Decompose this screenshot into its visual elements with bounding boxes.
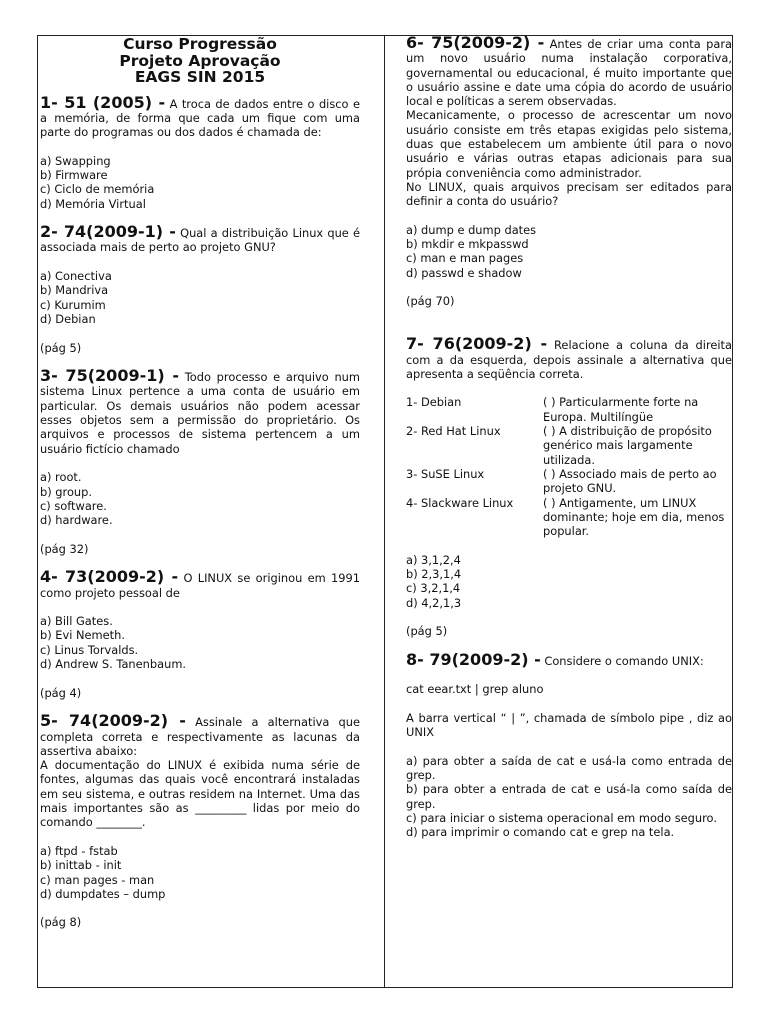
question-2-option-d: d) Debian xyxy=(40,311,96,326)
question-7 xyxy=(406,334,733,639)
question-1-option-a: a) Swapping xyxy=(40,153,111,168)
question-5-option-b: b) inittab - init xyxy=(40,858,122,873)
left-column xyxy=(37,36,363,930)
question-4-head: 4- 73(2009-2) - xyxy=(40,567,179,587)
question-3-option-d: d) hardware. xyxy=(40,513,113,528)
question-4-option-d: d) Andrew S. Tanenbaum. xyxy=(40,657,187,672)
question-6-option-c: c) man e man pages xyxy=(406,251,524,266)
question-7-head: 7- 76(2009-2) - xyxy=(406,334,548,354)
question-5-option-c: c) man pages - man xyxy=(40,872,155,887)
question-1-head: 1- 51 (2005) - xyxy=(40,92,166,112)
association-left-4: 4- Slackware Linux xyxy=(406,495,514,510)
question-3-option-b: b) group. xyxy=(40,484,92,499)
association-right-2: ( ) A distribuição de propósito genérico mais largamente utilizada. xyxy=(543,424,712,467)
question-8-option-a: a) para obter a saída de cat e usá-la como entrada de grep. xyxy=(406,753,732,783)
question-5-option-a: a) ftpd - fstab xyxy=(40,843,118,858)
question-3-text: Todo processo e arquivo num sistema Linux pertence a uma conta de usuário em particular. Os demais usuários não podem acessar esses objetos sem a permissão do proprietário. Os arquivos e processos de sistema pertencem a um usuário fictício chamado xyxy=(40,370,360,456)
question-8 xyxy=(406,649,732,840)
association-row xyxy=(406,395,732,424)
question-8-option-c: c) para iniciar o sistema operacional em modo seguro. xyxy=(406,811,717,826)
question-2-head: 2- 74(2009-1) - xyxy=(40,222,176,242)
question-2-option-b: b) Mandriva xyxy=(40,283,109,298)
question-3-option-a: a) root. xyxy=(40,470,82,485)
column-divider xyxy=(384,35,385,988)
question-7-text: Relacione a coluna da direita com a da esquerda, depois assinale a alternativa que apresenta a seqüência correta. xyxy=(406,338,733,381)
question-6-page-ref: (pág 70) xyxy=(406,294,455,309)
question-8-text-3: A barra vertical “ | ”, chamada de símbolo pipe , diz ao UNIX xyxy=(406,710,732,740)
question-6-option-d: d) passwd e shadow xyxy=(406,265,522,280)
question-7-option-a: a) 3,1,2,4 xyxy=(406,552,461,567)
question-2-page-ref: (pág 5) xyxy=(40,340,82,355)
association-left-3: 3- SuSE Linux xyxy=(406,466,485,481)
question-3-head: 3- 75(2009-1) - xyxy=(40,366,179,386)
question-7-page-ref: (pág 5) xyxy=(406,624,448,639)
question-2 xyxy=(40,222,361,355)
question-4-option-b: b) Evi Nemeth. xyxy=(40,628,125,643)
question-2-text: Qual a distribuição Linux que é associada mais de perto ao projeto GNU? xyxy=(40,226,361,255)
question-7-option-b: b) 2,3,1,4 xyxy=(406,566,462,581)
document-header xyxy=(37,36,363,86)
question-6-head: 6- 75(2009-2) - xyxy=(406,33,545,52)
question-7-option-c: c) 3,2,1,4 xyxy=(406,581,461,596)
question-1-option-c: c) Ciclo de memória xyxy=(40,182,155,197)
association-left-1: 1- Debian xyxy=(406,395,462,410)
question-2-option-a: a) Conectiva xyxy=(40,269,112,284)
question-6-option-a: a) dump e dump dates xyxy=(406,222,537,237)
association-row xyxy=(406,424,732,467)
association-left-2: 2- Red Hat Linux xyxy=(406,424,501,439)
question-6-text: Antes de criar uma conta para um novo usuário numa instalação corporativa, governamental ou educacional, é muito importante que o usuário assine e date uma cópia do acordo de usuário local e políticas a serem observadas. xyxy=(406,37,733,109)
question-6-option-b: b) mkdir e mkpasswd xyxy=(406,237,529,252)
question-5-option-d: d) dumpdates – dump xyxy=(40,886,166,901)
question-3 xyxy=(40,366,360,556)
question-1-option-d: d) Memória Virtual xyxy=(40,196,146,211)
association-right-3: ( ) Associado mais de perto ao projeto GNU. xyxy=(543,466,717,496)
question-1-option-b: b) Firmware xyxy=(40,167,108,182)
question-5-text: Assinale a alternativa que completa correta e respectivamente as lacunas da assertiva abaixo: xyxy=(40,715,360,758)
association-table xyxy=(406,395,732,538)
question-4-page-ref: (pág 4) xyxy=(40,685,82,700)
question-8-option-b: b) para obter a entrada de cat e usá-la como saída de grep. xyxy=(406,782,732,811)
header-line-1: Curso Progressão xyxy=(123,35,277,53)
question-7-option-d: d) 4,2,1,3 xyxy=(406,595,462,610)
association-right-1: ( ) Particularmente forte na Europa. Multilíngüe xyxy=(543,395,699,424)
question-4-text: O LINUX se originou em 1991 como projeto pessoal de xyxy=(40,571,360,600)
association-row xyxy=(406,467,732,496)
question-4-option-c: c) Linus Torvalds. xyxy=(40,642,139,657)
header-line-2: Projeto Aprovação xyxy=(119,51,281,70)
question-6-text-2: Mecanicamente, o processo de acrescentar um novo usuário consiste em três etapas exigidas pelo sistema, duas que estabelecem um ambiente útil para o novo usuário e várias outras etapas adicionais para sua própia conveniência como administrador. xyxy=(406,108,732,180)
question-3-option-c: c) software. xyxy=(40,498,107,513)
question-5-head: 5- 74(2009-2) - xyxy=(40,711,186,731)
question-4-option-a: a) Bill Gates. xyxy=(40,614,113,629)
question-5 xyxy=(40,711,360,930)
question-8-command: cat eear.txt | grep aluno xyxy=(406,682,544,697)
question-8-head: 8- 79(2009-2) - xyxy=(406,649,541,669)
question-2-option-c: c) Kurumim xyxy=(40,297,106,312)
question-5-assertion: A documentação do LINUX é exibida numa série de fontes, algumas das quais você encontrará instaladas em seu sistema, e outras residem na Internet. Uma das mais importantes são as _________ lidas por meio do comando ________. xyxy=(40,758,360,830)
question-3-page-ref: (pág 32) xyxy=(40,541,89,556)
association-row xyxy=(406,496,732,539)
question-6-text-3: No LINUX, quais arquivos precisam ser editados para definir a conta do usuário? xyxy=(406,179,732,209)
question-1-text: A troca de dados entre o disco e a memória, de forma que cada um fique com uma parte do programas ou dos dados é chamada de: xyxy=(40,96,360,140)
question-4 xyxy=(40,567,360,700)
header-line-3: EAGS SIN 2015 xyxy=(134,68,266,86)
question-1 xyxy=(40,92,360,211)
question-6 xyxy=(406,33,733,309)
question-8-option-d: d) para imprimir o comando cat e grep na tela. xyxy=(406,825,675,840)
right-column xyxy=(406,33,733,840)
question-8-text: Considere o comando UNIX: xyxy=(544,653,704,668)
association-right-4: ( ) Antigamente, um LINUX dominante; hoje em dia, menos popular. xyxy=(543,495,725,539)
question-5-page-ref: (pág 8) xyxy=(40,915,82,930)
